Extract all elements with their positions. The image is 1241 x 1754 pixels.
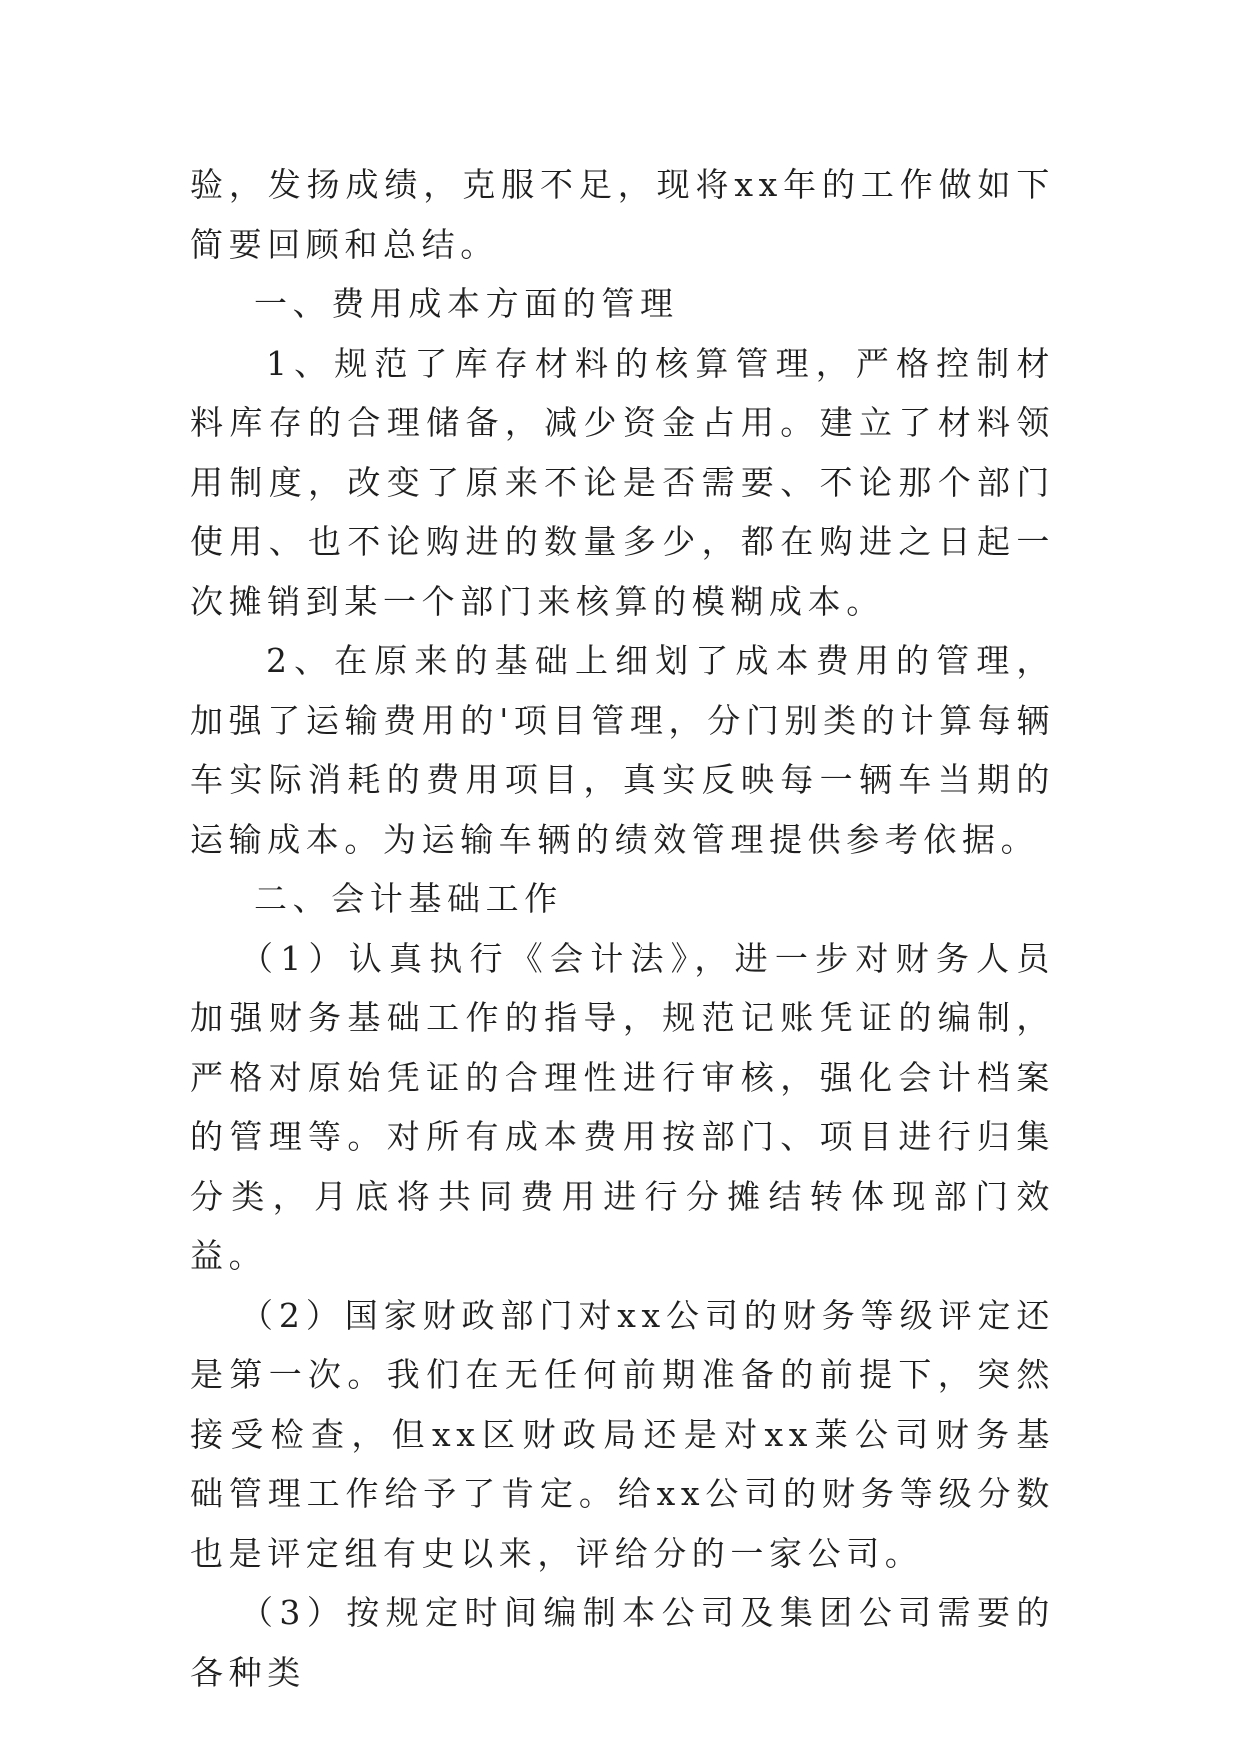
section-heading-accounting-basics: 二、会计基础工作: [254, 879, 563, 918]
paragraph-reporting: （3）按规定时间编制本公司及集团公司需要的各种类: [190, 1593, 1055, 1692]
section-heading-cost-management: 一、费用成本方面的管理: [254, 284, 679, 323]
document-body: [190, 155, 1055, 1702]
paragraph-inventory-accounting: 1、规范了库存材料的核算管理，严格控制材料库存的合理储备，减少资金占用。建立了材料领用制度，改变了原来不论是否需要、不论那个部门使用、也不论购进的数量多少，都在购进之日起一次摊销到某一个部门来核算的模糊成本。: [190, 343, 1055, 621]
paragraph-transport-cost: 2、在原来的基础上细划了成本费用的管理，加强了运输费用的'项目管理，分门别类的计算每辆车实际消耗的费用项目，真实反映每一辆车当期的运输成本。为运输车辆的绩效管理提供参考依据。: [190, 641, 1055, 859]
paragraph-accounting-law: （1）认真执行《会计法》，进一步对财务人员加强财务基础工作的指导，规范记账凭证的编制，严格对原始凭证的合理性进行审核，强化会计档案的管理等。对所有成本费用按部门、项目进行归集分类，月底将共同费用进行分摊结转体现部门效益。: [190, 938, 1055, 1275]
paragraph-intro-continuation: 验，发扬成绩，克服不足，现将xx年的工作做如下简要回顾和总结。: [190, 165, 1055, 264]
paragraph-finance-rating: （2）国家财政部门对xx公司的财务等级评定还是第一次。我们在无任何前期准备的前提下，突然接受检查，但xx区财政局还是对xx莱公司财务基础管理工作给予了肯定。给xx公司的财务等级分数也是评定组有史以来，评给分的一家公司。: [190, 1295, 1055, 1573]
